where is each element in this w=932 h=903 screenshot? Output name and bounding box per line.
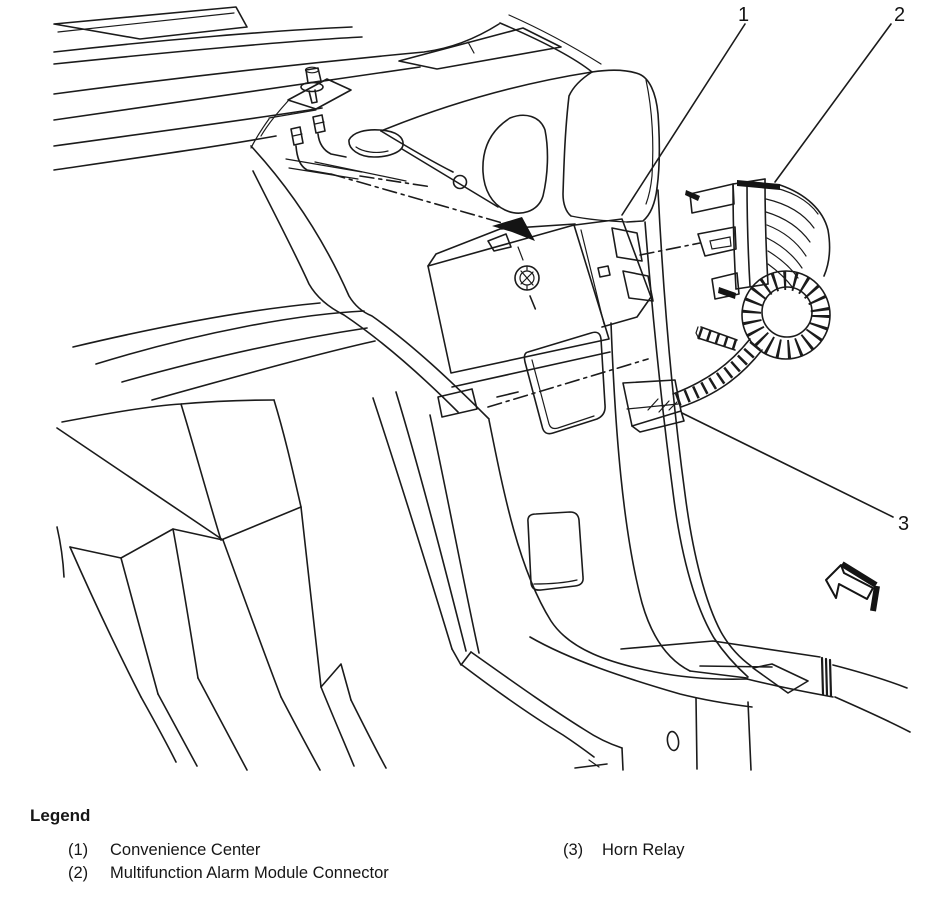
rocker-sill (621, 641, 910, 770)
alignment-lines (331, 149, 506, 224)
callout-1-number: 1 (738, 4, 750, 26)
legend-item-1-label: Convenience Center (110, 841, 261, 859)
convenience-center (428, 217, 700, 434)
lower-dash-facets (57, 428, 386, 770)
dash-edge (62, 146, 489, 540)
legend-item-3-label: Horn Relay (602, 841, 685, 859)
mounting-studs (286, 115, 406, 181)
legend-item-1-number: (1) (68, 841, 89, 859)
connector-ports (575, 219, 653, 327)
legend-item-3-number: (3) (563, 841, 584, 859)
callout-3-number: 3 (898, 513, 910, 535)
callout-3-leader (682, 413, 893, 517)
legend-item-2-label: Multifunction Alarm Module Connector (110, 864, 389, 882)
callout-2-number: 2 (894, 4, 906, 26)
direction-arrow (826, 564, 877, 611)
wire-conduit-loop (673, 271, 830, 407)
legend-title: Legend (30, 806, 91, 825)
retaining-screw (515, 247, 539, 313)
alarm-module-connector (673, 179, 830, 407)
legend-item-2-number: (2) (68, 864, 89, 882)
connector-plug (685, 179, 780, 299)
